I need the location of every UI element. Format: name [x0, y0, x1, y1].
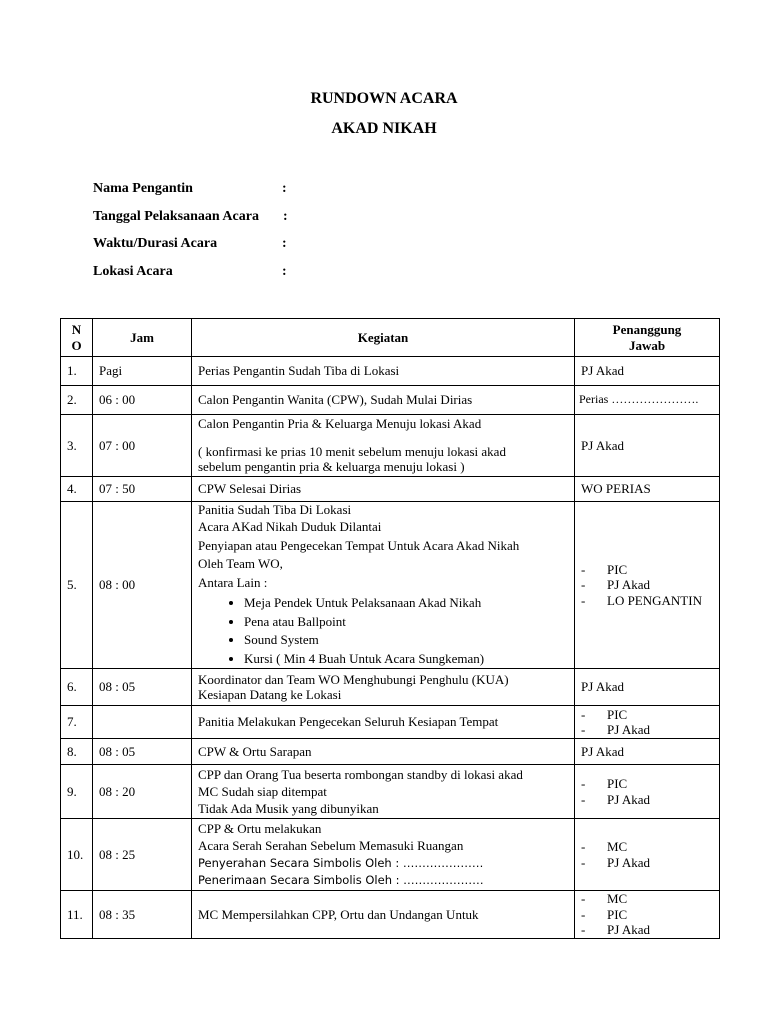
kegiatan-line: Panitia Sudah Tiba Di Lokasi	[198, 502, 352, 517]
row-no: 2.	[61, 386, 93, 415]
pj-item: - PIC	[581, 776, 628, 791]
header-jam: Jam	[93, 319, 192, 357]
table-row	[61, 765, 720, 819]
kegiatan-line: sebelum pengantin pria & keluarga menuju lokasi )	[198, 459, 465, 475]
row-kegiatan: Calon Pengantin Wanita (CPW), Sudah Mulai Dirias	[192, 386, 575, 415]
info-label: Tanggal Pelaksanaan Acara	[93, 208, 259, 224]
kegiatan-line: Penyiapan atau Pengecekan Tempat Untuk Acara Akad Nikah	[198, 537, 520, 553]
row-no: 4.	[61, 477, 93, 502]
row-pj: Perias ………………….	[575, 386, 720, 415]
row-pj	[575, 765, 720, 819]
row-no: 7.	[61, 706, 93, 739]
table-row	[61, 415, 720, 477]
document-title: RUNDOWN ACARA	[310, 90, 458, 107]
row-pj: PJ Akad	[575, 357, 720, 386]
pj-item: - PJ Akad	[581, 722, 650, 737]
row-pj: PJ Akad	[575, 415, 720, 477]
row-no: 3.	[61, 415, 93, 477]
kegiatan-line: Oleh Team WO,	[198, 556, 283, 571]
kegiatan-line: Calon Pengantin Pria & Keluarga Menuju lokasi Akad	[198, 416, 482, 432]
row-no: 6.	[61, 669, 93, 706]
row-pj: PJ Akad	[575, 739, 720, 765]
row-jam: 07 : 50	[93, 477, 192, 502]
pj-item: - PJ Akad	[581, 922, 650, 937]
row-no: 5.	[61, 502, 93, 669]
pj-item: - MC	[581, 839, 628, 854]
list-item: • Kursi ( Min 4 Buah Untuk Acara Sungkeman)	[244, 650, 568, 669]
row-jam: Pagi	[93, 357, 192, 386]
pj-item: - PJ Akad	[581, 791, 650, 807]
kegiatan-line: Penerimaan Secara Simbolis Oleh : …………………	[198, 873, 484, 887]
row-jam: 08 : 00	[93, 502, 192, 669]
table-row	[61, 669, 720, 706]
info-label: Waktu/Durasi Acara	[93, 236, 218, 252]
row-jam: 08 : 35	[93, 891, 192, 939]
table-row	[61, 706, 720, 739]
row-jam: 08 : 25	[93, 819, 192, 891]
kegiatan-line: Kesiapan Datang ke Lokasi	[198, 687, 342, 702]
row-kegiatan	[192, 502, 575, 669]
kegiatan-line: Koordinator dan Team WO Menghubungi Penghulu (KUA)	[198, 671, 509, 687]
pj-item: - PJ Akad	[581, 577, 650, 593]
info-colon: :	[282, 181, 287, 196]
table-row	[61, 477, 720, 502]
list-item: • Meja Pendek Untuk Pelaksanaan Akad Nikah	[244, 594, 568, 613]
row-no: 11.	[61, 891, 93, 939]
kegiatan-line: MC Sudah siap ditempat	[198, 784, 327, 799]
row-jam	[93, 706, 192, 739]
row-jam: 07 : 00	[93, 415, 192, 477]
list-item: • Pena atau Ballpoint	[244, 613, 568, 632]
pj-item: - PIC	[581, 906, 628, 922]
pj-item: - PIC	[581, 706, 628, 722]
row-kegiatan: Panitia Melakukan Pengecekan Seluruh Kesiapan Tempat	[192, 706, 575, 739]
row-kegiatan: CPW & Ortu Sarapan	[192, 739, 575, 765]
table-header-row	[61, 319, 720, 357]
row-jam: 06 : 00	[93, 386, 192, 415]
row-jam: 08 : 20	[93, 765, 192, 819]
table-row	[61, 891, 720, 939]
kegiatan-line: Acara AKad Nikah Duduk Dilantai	[198, 519, 382, 534]
info-label: Lokasi Acara	[93, 263, 173, 279]
equipment-list	[198, 594, 568, 668]
pj-item: - MC	[581, 891, 628, 906]
row-no: 8.	[61, 739, 93, 765]
info-colon: :	[283, 208, 288, 224]
table-row	[61, 357, 720, 386]
pj-item: - PJ Akad	[581, 854, 650, 870]
row-pj: WO PERIAS	[575, 477, 720, 502]
row-kegiatan: MC Mempersilahkan CPP, Ortu dan Undangan Untuk	[192, 891, 575, 939]
header-penanggung-jawab: Penanggung Jawab	[575, 319, 720, 357]
table-row	[61, 386, 720, 415]
kegiatan-line: Penyerahan Secara Simbolis Oleh : …………………	[198, 855, 484, 870]
table-row	[61, 739, 720, 765]
row-kegiatan	[192, 765, 575, 819]
row-pj	[575, 819, 720, 891]
row-kegiatan	[192, 415, 575, 477]
table-row	[61, 502, 720, 669]
kegiatan-line: CPP dan Orang Tua beserta rombongan standby di lokasi akad	[198, 767, 523, 782]
kegiatan-line: ( konfirmasi ke prias 10 menit sebelum menuju lokasi akad	[198, 443, 506, 459]
row-no: 10.	[61, 819, 93, 891]
row-kegiatan: Perias Pengantin Sudah Tiba di Lokasi	[192, 357, 575, 386]
row-kegiatan	[192, 819, 575, 891]
row-kegiatan	[192, 669, 575, 706]
rundown-table	[60, 318, 720, 939]
kegiatan-line: CPP & Ortu melakukan	[198, 820, 322, 836]
row-pj	[575, 706, 720, 739]
table-row	[61, 819, 720, 891]
row-jam: 08 : 05	[93, 669, 192, 706]
row-no: 9.	[61, 765, 93, 819]
list-item: • Sound System	[244, 631, 568, 650]
kegiatan-line: Antara Lain :	[198, 574, 268, 590]
info-colon: :	[282, 236, 287, 252]
header-no: N O	[61, 319, 93, 357]
row-no: 1.	[61, 357, 93, 386]
pj-item: - LO PENGANTIN	[581, 592, 702, 608]
header-kegiatan: Kegiatan	[192, 319, 575, 357]
document-subtitle: AKAD NIKAH	[331, 120, 437, 137]
row-jam: 08 : 05	[93, 739, 192, 765]
pj-item: - PIC	[581, 561, 628, 577]
kegiatan-line: Tidak Ada Musik yang dibunyikan	[198, 801, 379, 816]
info-label: Nama Pengantin	[93, 181, 193, 196]
row-kegiatan: CPW Selesai Dirias	[192, 477, 575, 502]
info-colon: :	[282, 263, 287, 279]
row-pj	[575, 891, 720, 939]
kegiatan-line: Acara Serah Serahan Sebelum Memasuki Ruangan	[198, 838, 464, 853]
row-pj	[575, 502, 720, 669]
row-pj: PJ Akad	[575, 669, 720, 706]
